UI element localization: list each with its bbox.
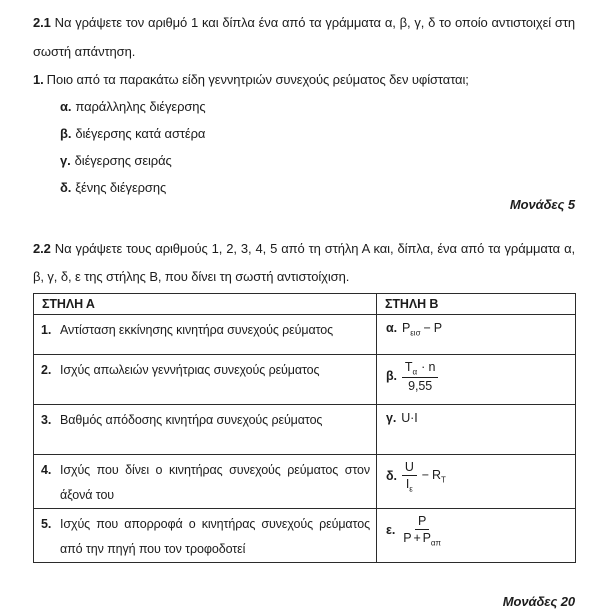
row-description: Αντίσταση εκκίνησης κινητήρα συνεχούς ρεύματος (60, 323, 334, 337)
row-description: Βαθμός απόδοσης κινητήρα συνεχούς ρεύματος (60, 413, 323, 427)
fraction (400, 513, 444, 548)
formula-letter: δ. (386, 468, 397, 483)
fraction (402, 459, 417, 494)
row-3-description-cell (34, 405, 376, 433)
formula-expression (422, 468, 446, 485)
matching-table (33, 293, 576, 563)
table-row-5 (34, 509, 576, 563)
row-number: 2. (41, 363, 52, 377)
formula-letter: α. (386, 321, 397, 335)
subscript: εισ (410, 328, 421, 338)
section-2-1-number: 2.1 (33, 15, 51, 30)
term: R (432, 468, 441, 482)
formula-expression: U·I (401, 411, 418, 425)
row-number: 5. (41, 517, 52, 531)
section-2-2-paragraph (33, 235, 575, 291)
minus-operator: − (421, 468, 429, 482)
section-2-1-text: Να γράψετε τον αριθμό 1 και δίπλα ένα από τα γράμματα α, β, γ, δ το οποίο αντιστοιχεί στη σωστή απάντηση. (33, 15, 576, 59)
term: P (422, 531, 431, 545)
formula-letter: γ. (386, 411, 397, 425)
formula-beta (377, 355, 575, 394)
points-5-label: Μονάδες 5 (509, 197, 575, 212)
question-1 (33, 66, 575, 93)
numerator: P (415, 513, 429, 530)
table-row-1 (34, 315, 576, 355)
denominator: 9,55 (408, 378, 433, 393)
term: T (404, 360, 413, 374)
numerator (402, 359, 438, 378)
column-a-header-cell: ΣΤΗΛΗ Α (34, 294, 377, 315)
section-2-1-paragraph (33, 8, 575, 66)
question-1-number: 1. (33, 72, 44, 87)
answer-option-b (60, 120, 575, 147)
dot-operator: · n (421, 360, 436, 374)
formula-alpha (377, 315, 575, 338)
term: P (403, 531, 412, 545)
option-text: ξένης διέγερσης (75, 180, 167, 195)
row-description: Ισχύς που δίνει ο κινητήρας συνεχούς ρεύματος στον άξονά του (60, 463, 370, 502)
table-row-3 (34, 405, 576, 455)
formula-gamma (377, 405, 575, 428)
option-letter: γ. (60, 153, 71, 168)
row-1-description-cell (34, 315, 376, 343)
option-text: παράλληλης διέγερσης (75, 99, 206, 114)
formula-letter: ε. (386, 522, 396, 537)
formula-letter: β. (386, 368, 397, 383)
answer-option-a (60, 93, 575, 120)
row-4-description-cell (34, 455, 376, 508)
term: I (405, 477, 410, 491)
row-number: 3. (41, 413, 52, 427)
row-number: 4. (41, 463, 52, 477)
question-1-text: Ποιο από τα παρακάτω είδη γεννητριών συνεχούς ρεύματος δεν υφίσταται; (46, 72, 469, 87)
table-header-row (34, 294, 576, 315)
plus-operator: + (413, 531, 421, 545)
numerator: U (402, 459, 417, 476)
points-20-label: Μονάδες 20 (502, 594, 575, 609)
row-description: Ισχύς που απορροφά ο κινητήρας συνεχούς ρεύματος από την πηγή που τον τροφοδοτεί (60, 517, 370, 556)
row-description: Ισχύς απωλειών γεννήτριας συνεχούς ρεύματος (60, 363, 320, 377)
answer-options (60, 93, 575, 201)
fraction (402, 359, 438, 394)
formula-epsilon (377, 509, 575, 548)
formula-expression (402, 319, 442, 338)
table-row-2 (34, 355, 576, 405)
answer-option-c (60, 147, 575, 174)
term: P (401, 321, 411, 335)
table-row-4 (34, 455, 576, 509)
formula-delta (377, 455, 575, 494)
section-2-2-text: Να γράψετε τους αριθμούς 1, 2, 3, 4, 5 από τη στήλη Α και, δίπλα, ένα από τα γράμματα α, β, γ, δ, ε της στήλης Β, που δίνει τη σωστή αντιστοίχιση. (33, 241, 575, 284)
term: P (433, 321, 442, 335)
option-text: διέγερσης σειράς (74, 153, 172, 168)
section-2-2-number: 2.2 (33, 241, 51, 256)
subscript: ε (409, 484, 413, 494)
row-number: 1. (41, 323, 52, 337)
option-letter: β. (60, 126, 72, 141)
option-letter: α. (60, 99, 72, 114)
denominator (403, 476, 416, 494)
row-2-description-cell (34, 355, 376, 383)
option-letter: δ. (60, 180, 72, 195)
option-text: διέγερσης κατά αστέρα (75, 126, 206, 141)
exam-page (33, 0, 575, 610)
row-5-description-cell (34, 509, 376, 562)
minus-operator: − (423, 321, 431, 335)
subscript: α (412, 367, 418, 377)
subscript: T (440, 475, 446, 485)
denominator (400, 530, 444, 548)
column-b-header-cell: ΣΤΗΛΗ Β (377, 294, 576, 315)
subscript: απ (430, 538, 442, 548)
